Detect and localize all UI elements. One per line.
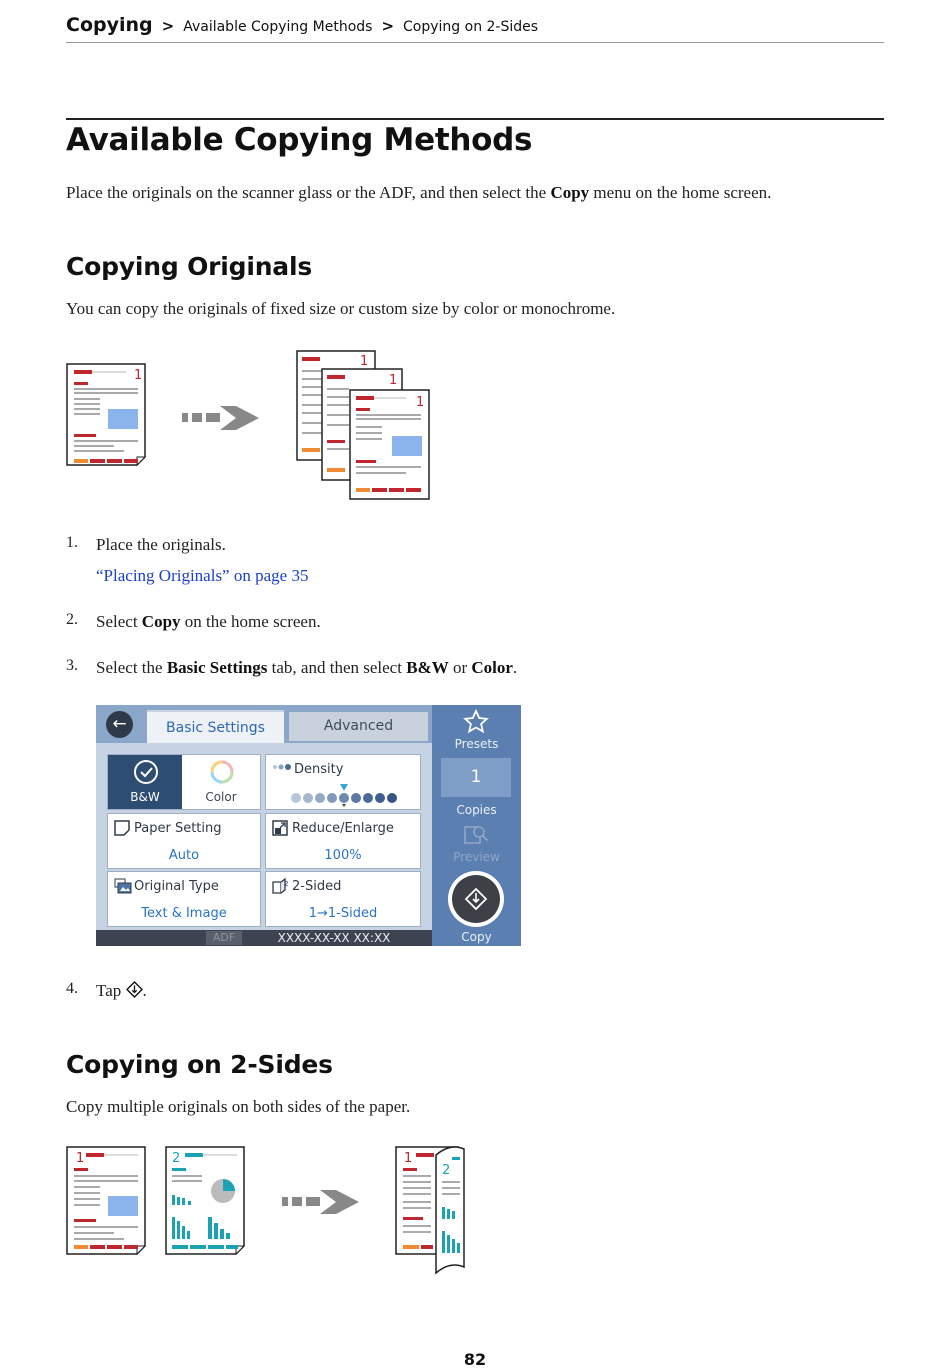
paper-setting-tile[interactable]: [107, 813, 261, 869]
reduce-enlarge-label: Reduce/Enlarge: [292, 821, 394, 836]
copying-originals-paragraph: You can copy the originals of fixed size or custom size by color or monochrome.: [66, 299, 616, 318]
preview-label: Preview: [453, 850, 500, 864]
svg-text:1: 1: [404, 1151, 413, 1166]
section-title-copying-on-2-sides: Copying on 2-Sides: [66, 1050, 333, 1079]
tab-basic-settings[interactable]: Basic Settings: [147, 710, 284, 743]
step-number: 4.: [66, 980, 78, 997]
density-label: Density: [294, 762, 344, 777]
start-icon: [126, 981, 143, 998]
copy-label: Copy: [461, 930, 492, 944]
reduce-enlarge-icon: [272, 820, 288, 836]
arrow-icon: [282, 1190, 359, 1214]
reduce-enlarge-value: 100%: [324, 848, 362, 863]
page-title: Available Copying Methods: [66, 122, 533, 158]
tab-advanced[interactable]: Advanced: [289, 712, 428, 741]
breadcrumb-copying[interactable]: Copying: [66, 14, 153, 36]
checkmark-icon: [133, 759, 159, 785]
two-sided-icon: [272, 878, 290, 894]
back-icon[interactable]: ←: [106, 711, 133, 738]
breadcrumb-separator: >: [381, 17, 395, 35]
presets-label[interactable]: Presets: [454, 737, 499, 751]
breadcrumb: [66, 14, 884, 43]
step-number: 3.: [66, 657, 78, 674]
heading-rule: [66, 118, 884, 120]
adf-indicator: ADF: [206, 931, 242, 945]
svg-text:1: 1: [76, 1151, 85, 1166]
breadcrumb-separator: >: [161, 17, 175, 35]
datetime-display: XXXX-XX-XX XX:XX: [277, 931, 391, 945]
step-text: Place the originals.: [96, 535, 226, 554]
copy-start-button[interactable]: [448, 871, 504, 927]
step-text: Select Copy on the home screen.: [96, 612, 321, 631]
original-page-1-illustration: [67, 1147, 145, 1254]
original-type-icon: [114, 878, 132, 894]
copies-input[interactable]: 1: [441, 758, 511, 797]
color-mode-tile: [107, 754, 261, 810]
color-wheel-icon[interactable]: [209, 759, 235, 785]
two-sided-copy-illustration: [64, 1143, 474, 1279]
page-number: 82: [463, 1350, 487, 1369]
original-type-label: Original Type: [134, 879, 219, 894]
svg-text:1: 1: [360, 354, 369, 369]
status-bar: [96, 930, 432, 946]
density-tile[interactable]: [265, 754, 421, 810]
breadcrumb-available-copying-methods[interactable]: Available Copying Methods: [183, 19, 373, 35]
step-text: Select the Basic Settings tab, and then select B&W or Color.: [96, 658, 518, 677]
copied-pages-illustration: [297, 351, 429, 499]
density-slider[interactable]: [290, 783, 400, 807]
original-type-value: Text & Image: [141, 906, 227, 921]
two-sided-output-illustration: [396, 1147, 464, 1273]
original-page-2-illustration: [166, 1147, 244, 1254]
copy-panel-screenshot: [96, 705, 521, 946]
color-label: Color: [205, 790, 237, 804]
step-number: 2.: [66, 611, 78, 628]
original-type-tile[interactable]: [107, 871, 261, 927]
placing-originals-link[interactable]: “Placing Originals” on page 35: [96, 566, 309, 585]
density-dots-icon: [272, 761, 294, 773]
copy-originals-illustration: [64, 348, 434, 504]
svg-text:2: 2: [172, 1151, 181, 1166]
step-number: 1.: [66, 534, 78, 551]
two-sided-tile[interactable]: [265, 871, 421, 927]
original-page-illustration: [67, 364, 145, 465]
svg-text:1: 1: [416, 395, 425, 410]
bw-label: B&W: [130, 790, 160, 804]
svg-text:2: 2: [284, 880, 289, 888]
two-sided-label: 2-Sided: [292, 879, 342, 894]
section-title-copying-originals: Copying Originals: [66, 252, 313, 281]
copy-settings-area: [96, 705, 432, 946]
start-icon: [464, 887, 488, 911]
breadcrumb-copying-on-2-sides[interactable]: Copying on 2-Sides: [403, 19, 539, 35]
intro-paragraph: Place the originals on the scanner glass or the ADF, and then select the Copy menu on the home screen.: [66, 183, 772, 202]
svg-text:1: 1: [134, 368, 143, 383]
paper-icon: [114, 820, 130, 836]
preview-icon: [463, 823, 489, 847]
tab-bar: [96, 705, 432, 743]
reduce-enlarge-tile[interactable]: [265, 813, 421, 869]
two-sides-paragraph: Copy multiple originals on both sides of the paper.: [66, 1097, 411, 1116]
star-icon[interactable]: [463, 709, 489, 735]
paper-setting-value: Auto: [168, 848, 200, 863]
paper-setting-label: Paper Setting: [134, 821, 222, 836]
copies-label: Copies: [456, 803, 497, 817]
arrow-icon: [182, 406, 259, 430]
two-sided-value: 1→1-Sided: [308, 906, 378, 921]
step-text: Tap .: [96, 981, 147, 1000]
svg-text:2: 2: [442, 1163, 451, 1178]
svg-text:1: 1: [389, 373, 398, 388]
